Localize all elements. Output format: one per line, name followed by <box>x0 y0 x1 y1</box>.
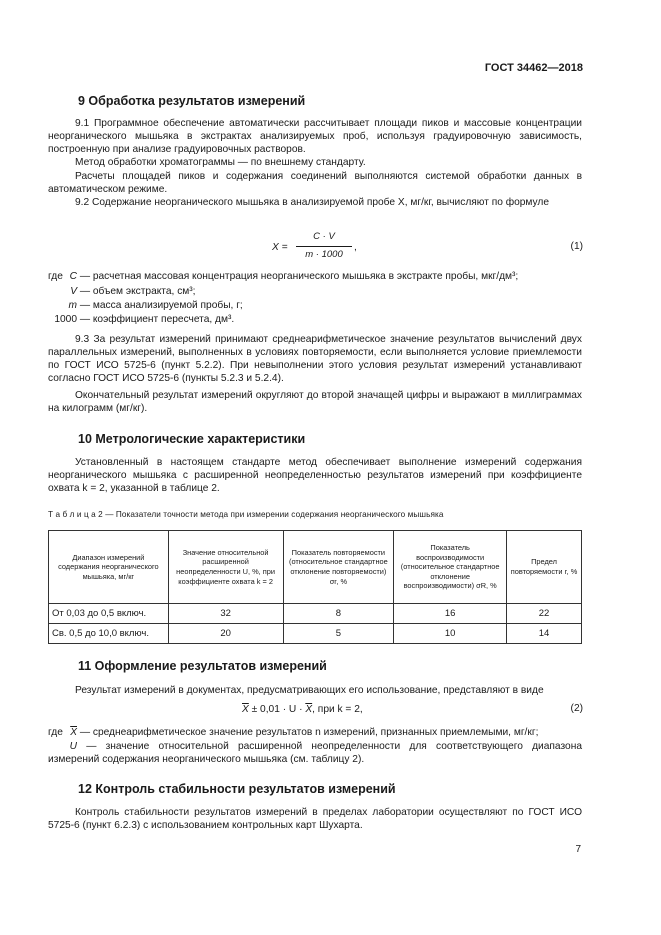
page-number: 7 <box>575 844 581 855</box>
table-2 <box>48 530 582 644</box>
s9-paragraph-2: Метод обработки хроматограммы — по внешнему стандарту. <box>75 157 366 168</box>
table-header-row <box>49 531 582 604</box>
definition-c: C — расчетная массовая концентрация неорганического мышьяка в экстракте пробы, мкг/дм³; <box>69 271 519 282</box>
definition-u: U — значение относительной расширенной неопределенности для соответствующего диапазона измерений содержания неорганического мышьяка (см. таблицу 2). <box>48 741 582 765</box>
s9-paragraph-5: 9.3 За результат измерений принимают среднеарифметическое значение результатов вычислений двух параллельных измерений, выполненных в условиях повторяемости, если выполняется условие приемлемости по ГОСТ ИСО 5725-6 (пункт 5.2.2). При невыполнении этого условия результат измерений устанавливают согласно ГОСТ ИСО 5725-6 (пункты 5.2.3 и 5.2.4). <box>48 334 582 385</box>
s12-paragraph-1: Контроль стабильности результатов измерений в пределах лаборатории осуществляют по ГОСТ ИСО 5725-6 (пункт 6.2.3) с использованием контрольных карт Шухарта. <box>48 807 582 832</box>
formula-2-number: (2) <box>570 703 583 714</box>
header-uncertainty: Значение относительной расширенной неопределенности U, %, при коэффициенте охвата k = 2 <box>168 531 283 604</box>
formula-1-number: (1) <box>570 241 583 252</box>
formula-1-numerator: C · V <box>313 231 335 242</box>
s9-paragraph-6: Окончательный результат измерений округляют до второй значащей цифры и выражают в миллиграммах на килограмм (мг/кг). <box>48 390 582 415</box>
table-row: Св. 0,5 до 10,0 включ. 20 5 10 14 <box>49 624 582 644</box>
definition-m: m — масса анализируемой пробы, г; <box>68 300 243 311</box>
where-label: где <box>48 271 63 282</box>
formula-1-denominator: m · 1000 <box>305 249 343 260</box>
section-12-title: 12 Контроль стабильности результатов измерений <box>78 782 396 796</box>
s9-paragraph-4: 9.2 Содержание неорганического мышьяка в анализируемой пробе X, мг/кг, вычисляют по формуле <box>75 197 550 208</box>
header-reproducibility: Показатель воспроизводимости (относительное стандартное отклонение воспроизводимости) σR, % <box>394 531 507 604</box>
header-range: Диапазон измерений содержания неорганического мышьяка, мг/кг <box>49 531 169 604</box>
section-9-title: 9 Обработка результатов измерений <box>78 94 306 108</box>
definition-x-bar: $\overline{X}$ — среднеарифметическое значение результатов n измерений, признанных приемлемыми, мг/кг; <box>70 727 539 738</box>
s11-paragraph-1: Результат измерений в документах, предусматривающих его использование, представляют в виде <box>75 685 544 696</box>
table-row: От 0,03 до 0,5 включ. 32 8 16 22 <box>49 604 582 624</box>
where-label-2: где <box>48 727 63 738</box>
section-10-title: 10 Метрологические характеристики <box>78 432 306 446</box>
definition-1000: 1000 — коэффициент пересчета, дм³. <box>54 314 235 325</box>
section-11-title: 11 Оформление результатов измерений <box>78 659 327 673</box>
header-limit: Предел повторяемости r, % <box>507 531 582 604</box>
formula-1-lhs: X = <box>272 242 288 253</box>
header-repeatability: Показатель повторяемости (относительное стандартное отклонение повторяемости) σr, % <box>283 531 394 604</box>
s9-paragraph-1: 9.1 Программное обеспечение автоматически рассчитывает площади пиков и массовые концентрации неорганического мышьяка в экстрактах анализируемых проб, используя градуировочную зависимость, построенную при анализе градуировочных растворов. <box>48 118 582 156</box>
formula-1-comma: , <box>354 242 357 253</box>
table-2-caption: Т а б л и ц а 2 — Показатели точности метода при измерении содержания неорганического мышьяка <box>48 510 444 519</box>
formula-2: $\overline{X} \pm 0,01 \cdot U \cdot \overline{X}$, при k = 2, <box>242 704 363 715</box>
document-header: ГОСТ 34462—2018 <box>484 62 583 74</box>
s9-paragraph-3: Расчеты площадей пиков и содержания соединений выполняются системой обработки данных в автоматическом режиме. <box>48 171 582 196</box>
s10-paragraph-1: Установленный в настоящем стандарте метод обеспечивает выполнение измерений содержания неорганического мышьяка с расширенной неопределенностью результатов измерений при коэффициенте охвата k = 2, указанной в таблице 2. <box>48 457 582 495</box>
definition-v: V — объем экстракта, см³; <box>70 286 196 297</box>
fraction-bar <box>296 246 352 247</box>
